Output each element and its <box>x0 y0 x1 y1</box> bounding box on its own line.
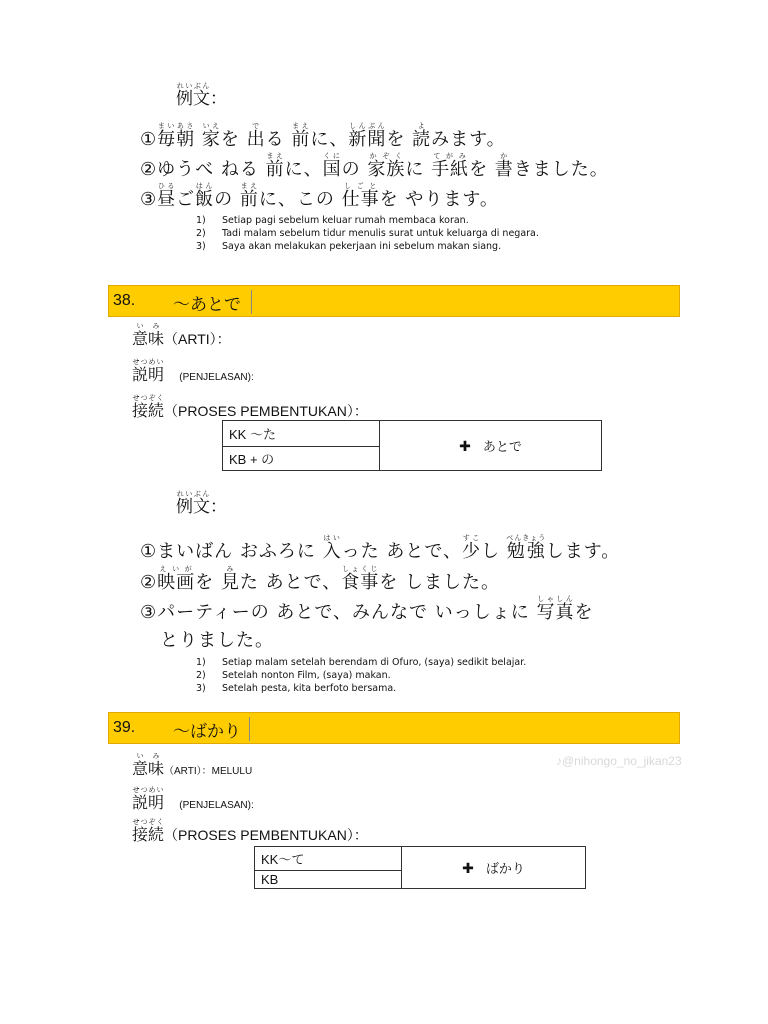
example-sentence-38-1: ①まいばん おふろに 入はいった あとで、少すこし 勉強べんきょうします。 <box>140 534 621 562</box>
form-cell: KK～て <box>255 847 402 871</box>
translation-list-38 <box>196 656 526 695</box>
form-table-38 <box>222 420 602 471</box>
form-cell: KB <box>255 871 402 889</box>
watermark: ♪@nihongo_no_jikan23 <box>556 754 682 768</box>
translation-item: 3) Saya akan melakukan pekerjaan ini sebelum makan siang. <box>196 241 502 252</box>
form-cell: KB + の <box>223 447 380 471</box>
translation-item: 1) Setiap malam setelah berendam di Ofuro, (saya) sedikit belajar. <box>196 657 527 668</box>
form-table-39 <box>254 846 586 889</box>
section-38-header <box>108 285 680 317</box>
translation-item: 2) Setelah nonton Film, (saya) makan. <box>196 670 391 681</box>
example-sentence-38-3: ③パーティーの あとで、みんなで いっしょに 写真しゃしんを <box>140 595 594 623</box>
translation-list-1 <box>196 214 539 253</box>
example-heading-38: 例文れいぶん： <box>176 490 227 517</box>
section-number: 39. <box>113 719 136 736</box>
section-pattern: ～あとで <box>173 295 241 315</box>
setsuzoku-row-39: 接続せつぞく（PROSES PEMBENTUKAN）： <box>132 818 368 844</box>
translation-item: 3) Setelah pesta, kita berfoto bersama. <box>196 683 397 694</box>
setsuzoku-row-38: 接続せつぞく（PROSES PEMBENTUKAN）： <box>132 394 368 420</box>
example-sentence-38-2: ②映画えいがを 見みた あとで、食事しょくじを しました。 <box>140 565 500 593</box>
imi-row-39: 意味いみ（ARTI）：MELULU <box>132 752 253 778</box>
section-pattern: ～ばかり <box>173 722 241 742</box>
section-39-header <box>108 712 680 744</box>
form-result: ✚ ばかり <box>402 847 586 889</box>
example-sentence-3: ③昼ひるご飯はんの 前まえに、この 仕事しごとを やります。 <box>140 182 499 210</box>
form-cell: KK ～た <box>223 421 380 447</box>
setsumei-row-39: 説明せつめい (PENJELASAN): <box>132 786 254 812</box>
section-number: 38. <box>113 292 136 309</box>
example-sentence-38-3-cont: とりました。 <box>160 630 274 651</box>
translation-item: 2) Tadi malam sebelum tidur menulis surat untuk keluarga di negara. <box>196 228 539 239</box>
setsumei-row-38: 説明せつめい (PENJELASAN): <box>132 358 254 384</box>
example-sentence-2: ②ゆうべ ねる 前まえに、国くにの 家族かぞくに 手紙てがみを 書かきました。 <box>140 152 609 180</box>
example-heading-1: 例文れいぶん： <box>176 82 227 109</box>
translation-item: 1) Setiap pagi sebelum keluar rumah membaca koran. <box>196 215 469 226</box>
example-sentence-1: ①毎朝まいあさ 家いえを 出でる 前まえに、新聞しんぶんを 読よみます。 <box>140 122 506 150</box>
form-result: ✚ あとで <box>380 421 602 471</box>
imi-row-38: 意味いみ（ARTI）： <box>132 322 231 348</box>
